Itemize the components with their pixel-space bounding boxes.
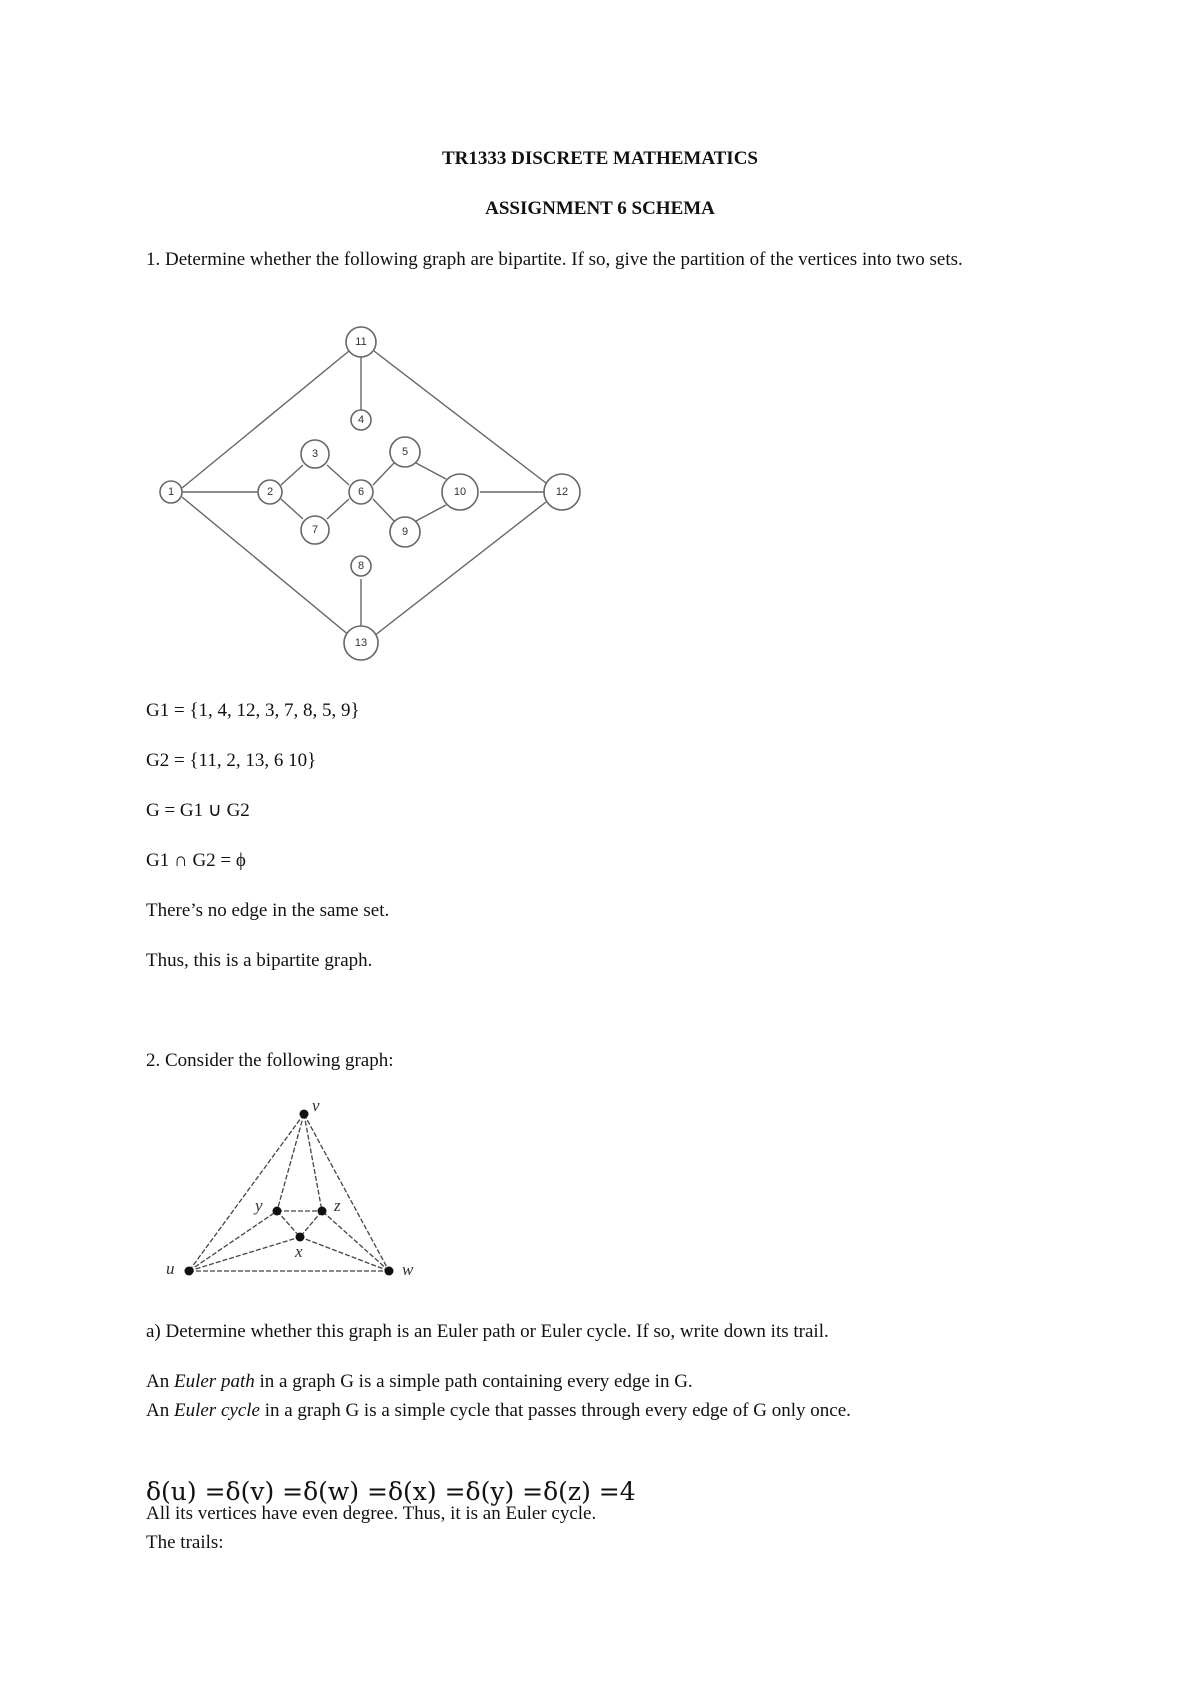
definition-term: Euler cycle [173, 1400, 260, 1421]
vertex-label: 9 [401, 526, 409, 538]
answer-line-union: G = G1 ∪ G2 [146, 800, 250, 821]
answer-line-g1: G1 = {1, 4, 12, 3, 7, 8, 5, 9} [146, 700, 360, 721]
vertex-label: 2 [266, 486, 274, 498]
answer-line-conclusion: Thus, this is a bipartite graph. [146, 950, 373, 971]
vertex-label: x [295, 1242, 303, 1261]
question-1-prompt: 1. Determine whether the following graph are bipartite. If so, give the partition of the vertices into two sets. [146, 249, 963, 270]
graph2-edges [189, 1114, 389, 1271]
edge-1-13 [182, 497, 350, 636]
vertex-z [318, 1207, 327, 1216]
vertex-label: 7 [311, 524, 319, 536]
edge-w-x [300, 1237, 389, 1271]
definition-prefix: An [146, 1400, 174, 1421]
vertex-label: w [402, 1260, 414, 1279]
definition-term: Euler path [173, 1371, 255, 1392]
edge-v-y [277, 1114, 304, 1211]
edge-11-1 [182, 351, 349, 488]
definition-text: in a graph G is a simple path containing every edge in G. [254, 1371, 693, 1392]
vertex-label: 13 [354, 637, 368, 649]
course-title: TR1333 DISCRETE MATHEMATICS [441, 148, 758, 169]
vertex-y [273, 1207, 282, 1216]
edge-7-6 [327, 499, 349, 519]
vertex-x [296, 1233, 305, 1242]
edge-5-10 [416, 463, 446, 479]
vertex-label: 10 [453, 486, 467, 498]
edge-2-7 [281, 499, 303, 519]
edge-9-10 [416, 505, 446, 521]
answer-line-intersection: G1 ∩ G2 = ϕ [146, 850, 246, 871]
definition-text: in a graph G is a simple cycle that passes through every edge of G only once. [259, 1400, 851, 1421]
answer-line-no-edge: There’s no edge in the same set. [146, 900, 390, 921]
definition-prefix: An [146, 1371, 174, 1392]
document-title: ASSIGNMENT 6 SCHEMA [485, 198, 715, 219]
edge-w-z [322, 1211, 389, 1271]
vertex-u [185, 1267, 194, 1276]
euler-cycle-definition [146, 1397, 851, 1425]
edge-6-9 [373, 499, 394, 521]
question-2a-prompt: a) Determine whether this graph is an Euler path or Euler cycle. If so, write down its trail. [146, 1321, 829, 1342]
edge-6-5 [373, 463, 394, 485]
vertex-label: u [166, 1259, 175, 1278]
vertex-label: 12 [555, 486, 569, 498]
answer-line-g2: G2 = {11, 2, 13, 6 10} [146, 750, 317, 771]
vertex-label: 3 [311, 448, 319, 460]
edge-v-z [304, 1114, 322, 1211]
vertex-v [300, 1110, 309, 1119]
edge-3-6 [327, 465, 349, 485]
vertex-label: 11 [355, 336, 367, 348]
bipartite-graph-figure [150, 318, 590, 668]
edge-z-x [300, 1211, 322, 1237]
vertex-label: 5 [401, 446, 409, 458]
vertex-label: 1 [167, 486, 175, 498]
graph1-vertices [160, 327, 580, 660]
euler-path-definition [146, 1368, 693, 1396]
euler-graph-figure [160, 1092, 430, 1287]
trails-label: The trails: [146, 1532, 224, 1553]
edge-v-w [304, 1114, 389, 1271]
edge-2-3 [281, 465, 303, 485]
vertex-label: 4 [357, 414, 365, 426]
question-2-prompt: 2. Consider the following graph: [146, 1050, 394, 1071]
euler-conclusion: All its vertices have even degree. Thus, it is an Euler cycle. [146, 1503, 597, 1524]
vertex-w [385, 1267, 394, 1276]
vertex-label: v [312, 1096, 320, 1115]
vertex-label: y [255, 1196, 263, 1215]
edge-u-y [189, 1211, 277, 1271]
degree-equation: δ(u) =δ(v) =δ(w) =δ(x) =δ(y) =δ(z) =4 [146, 1477, 636, 1506]
vertex-label: z [334, 1196, 341, 1215]
edge-u-x [189, 1237, 300, 1271]
edge-y-x [277, 1211, 300, 1237]
vertex-label: 6 [357, 486, 365, 498]
vertex-label: 8 [357, 560, 365, 572]
edge-v-u [189, 1114, 304, 1271]
